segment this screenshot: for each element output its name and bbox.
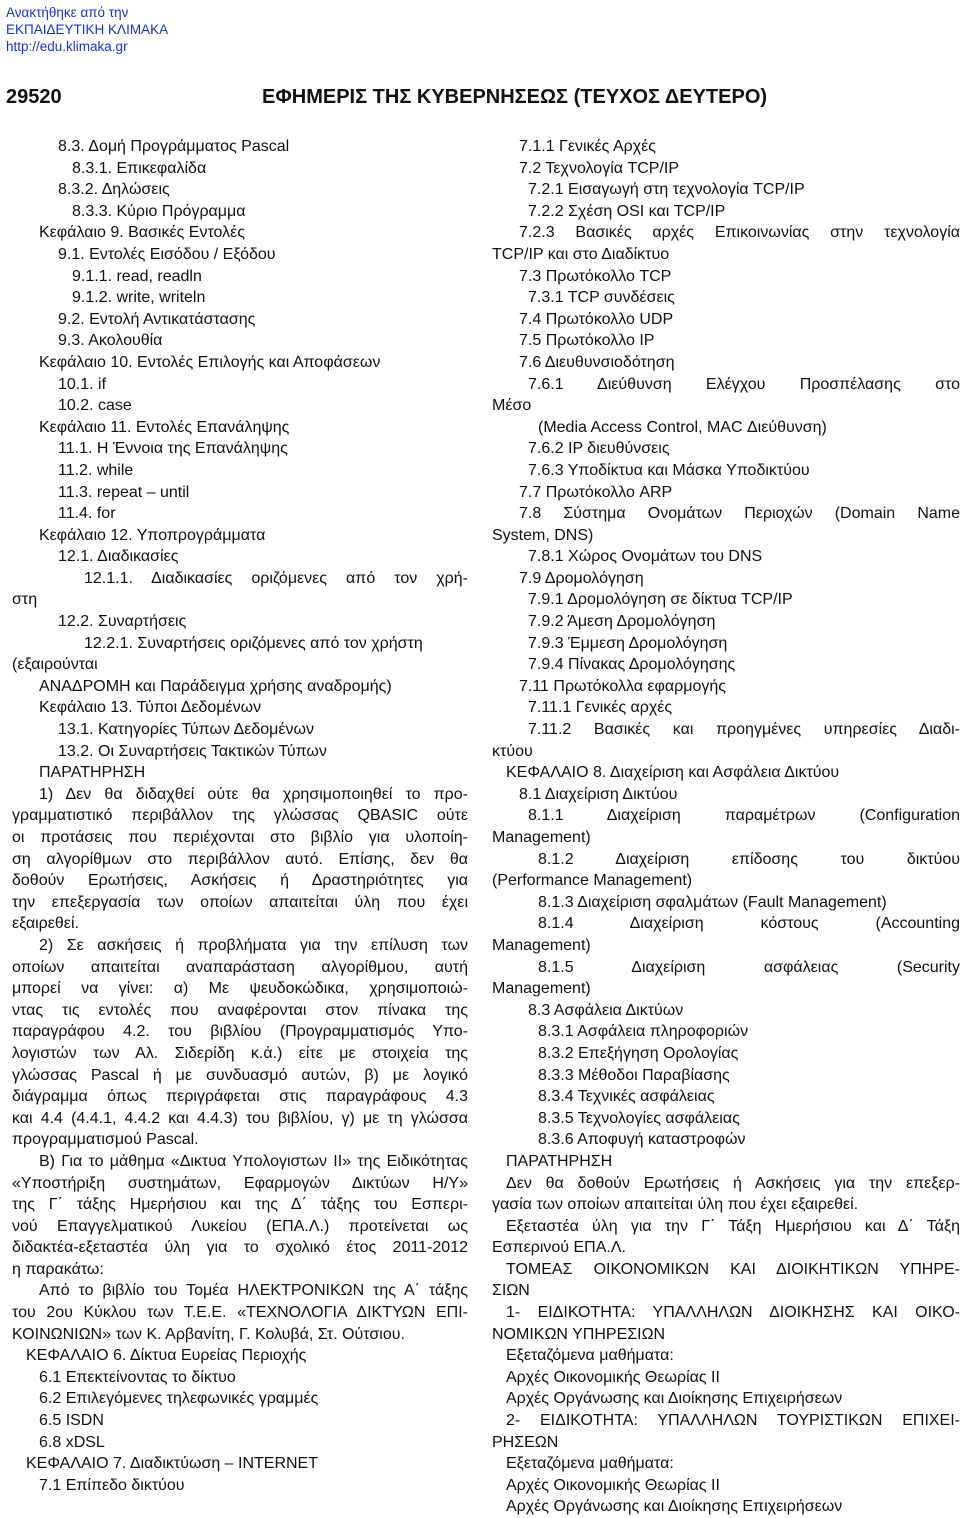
text-line: και 4.4 (4.4.1, 4.4.2 και 4.4.3) του βιβλίου, γ) με τη γλώσσα	[12, 1109, 468, 1127]
text-line: «Υποστήριξη συστημάτων, Εφαρμογών Δικτύων Η/Υ»	[12, 1174, 468, 1192]
text-line: γλώσσας Pascal ή με συνδυασμό αυτών, β) με λογικό	[12, 1066, 468, 1084]
text-line: 7.1 Επίπεδο δικτύου	[39, 1476, 185, 1494]
text-line: 8.3.1 Ασφάλεια πληροφοριών	[538, 1023, 749, 1041]
text-line: 7.6.2 IP διευθύνσεις	[528, 440, 670, 458]
text-line: 7.6.3 Υποδίκτυα και Μάσκα Υποδικτύου	[528, 461, 810, 479]
text-line: Εξεταζόμενα μαθήματα:	[506, 1347, 674, 1365]
watermark-line: Ανακτήθηκε από την	[6, 5, 129, 20]
text-line: 12.2.1. Συναρτήσεις οριζόμενες από τον χρήστη	[84, 634, 423, 652]
text-line: 13.1. Κατηγορίες Τύπων Δεδομένων	[58, 721, 314, 739]
text-line: 10.2. case	[58, 397, 132, 415]
text-line: 8.3 Ασφάλεια Δικτύων	[528, 1001, 684, 1019]
text-line: 8.3.6 Αποφυγή καταστροφών	[538, 1131, 746, 1149]
text-line: TCP/IP και στο Διαδίκτυο	[492, 245, 670, 263]
text-line: 7.8.1 Χώρος Ονομάτων του DNS	[528, 548, 763, 566]
text-line: 9.2. Εντολή Αντικατάστασης	[58, 310, 256, 328]
text-line: 8.1.2 Διαχείριση επίδοσης του δικτύου	[538, 850, 960, 868]
page-number: 29520	[6, 86, 62, 108]
text-line: ΣΙΩΝ	[492, 1282, 530, 1300]
text-line: 7.3 Πρωτόκολλο TCP	[519, 267, 672, 285]
text-line: Αρχές Οικονομικής Θεωρίας ΙΙ	[506, 1476, 720, 1494]
text-line: ΝΟΜΙΚΩΝ ΥΠΗΡΕΣΙΩΝ	[492, 1325, 666, 1343]
text-line: Εξεταζόμενα μαθήματα:	[506, 1455, 674, 1473]
text-line: Κεφάλαιο 9. Βασικές Εντολές	[39, 224, 245, 242]
text-line: Management)	[492, 936, 591, 954]
text-line: 10.1. if	[58, 375, 107, 393]
text-line: 7.8 Σύστημα Ονομάτων Περιοχών (Domain Name	[519, 505, 960, 523]
text-line: 2- ΕΙΔΙΚΟΤΗΤΑ: ΥΠΑΛΛΗΛΩΝ ΤΟΥΡΙΣΤΙΚΩΝ ΕΠΙΧΕΙ-	[506, 1412, 960, 1430]
text-line: Από το βιβλίο του Τομέα ΗΛΕΚΤΡΟΝΙΚΩΝ της Α΄ τάξης	[39, 1282, 468, 1300]
text-line: 7.1.1 Γενικές Αρχές	[519, 138, 656, 155]
text-line: την επεξεργασία των οποίων απαιτείται ύλη που έχει	[12, 893, 468, 911]
text-line: 8.3.3. Κύριο Πρόγραμμα	[72, 202, 246, 220]
text-line: 11.1. Η Έννοια της Επανάληψης	[58, 440, 288, 458]
text-line: 11.3. repeat – until	[58, 483, 190, 501]
text-line: 12.1. Διαδικασίες	[58, 548, 179, 566]
text-line: 6.8 xDSL	[39, 1433, 105, 1451]
page-header	[0, 86, 960, 112]
text-line: 8.1.1 Διαχείριση παραμέτρων (Configuration	[528, 807, 960, 825]
text-line: 7.6.1 Διεύθυνση Ελέγχου Προσπέλασης στο	[528, 375, 960, 393]
text-line: Εσπερινού ΕΠΑ.Λ.	[492, 1239, 626, 1257]
text-line: στη	[12, 591, 38, 609]
text-line: Management)	[492, 980, 591, 998]
text-line: 9.1.2. write, writeln	[72, 289, 206, 307]
text-line: Δεν θα δοθούν Ερωτήσεις ή Ασκήσεις για την επεξερ-	[506, 1174, 960, 1192]
source-watermark	[6, 4, 168, 55]
text-line: 6.1 Επεκτείνοντας το δίκτυο	[39, 1368, 236, 1386]
text-line: ΚΕΦΑΛΑΙΟ 7. Διαδικτύωση – INTERNET	[26, 1455, 318, 1473]
text-line: 7.11 Πρωτόκολλα εφαρμογής	[519, 677, 726, 695]
text-line: (Performance Management)	[492, 872, 693, 890]
text-line: 12.2. Συναρτήσεις	[58, 613, 187, 631]
text-line: 8.3.5 Τεχνολογίες ασφάλειας	[538, 1109, 740, 1127]
text-line: 7.9 Δρομολόγηση	[519, 569, 644, 587]
watermark-line: ΕΚΠΑΙΔΕΥΤΙΚΗ ΚΛΙΜΑΚΑ	[6, 22, 169, 37]
text-line: της Γ΄ τάξης Ημερήσιου και της Δ΄ τάξης του Εσπερι-	[12, 1196, 468, 1214]
text-line: Κεφάλαιο 10. Εντολές Επιλογής και Αποφάσεων	[39, 353, 381, 371]
text-line: 8.1.3 Διαχείριση σφαλμάτων (Fault Management)	[538, 893, 887, 911]
text-line: γραμματιστικό περιβάλλον της γλώσσας QBASIC ούτε	[12, 807, 468, 825]
text-line: γασία των οποίων απαιτείται ύλη που έχει εξαιρεθεί.	[492, 1196, 859, 1214]
text-line: λογιστών των Αλ. Σιδερίδη κ.ά.) είτε με στοιχεία της	[12, 1044, 468, 1062]
text-line: διδακτέα-εξεταστέα ύλη για το σχολικό έτος 2011-2012	[12, 1239, 468, 1257]
text-line: ΑΝΑΔΡΟΜΗ και Παράδειγμα χρήσης αναδρομής)	[39, 677, 392, 695]
left-column	[12, 136, 468, 1496]
text-line: 7.2.1 Εισαγωγή στη τεχνολογία TCP/IP	[528, 181, 805, 199]
text-line: κτύου	[492, 742, 533, 760]
text-line: 7.9.3 Έμμεση Δρομολόγηση	[528, 634, 728, 652]
text-line: μπορεί να γίνει: α) Με ψευδοκώδικα, χρησιμοποιώ-	[12, 980, 468, 998]
right-column	[492, 136, 960, 1518]
text-line: ση αλγορίθμων στο περιβάλλον αυτό. Επίσης, δεν θα	[12, 850, 468, 868]
text-line: ΠΑΡΑΤΗΡΗΣΗ	[506, 1152, 613, 1170]
text-line: 8.3.2 Επεξήγηση Ορολογίας	[538, 1044, 739, 1062]
text-line: οποίων απαιτείται αναπαράσταση αλγορίθμου, αυτή	[12, 958, 468, 976]
text-line: 1) Δεν θα διδαχθεί ούτε θα χρησιμοποιηθεί το προ-	[39, 785, 468, 803]
text-line: 8.3.4 Τεχνικές ασφάλειας	[538, 1088, 715, 1106]
text-line: 7.6 Διευθυνσιοδότηση	[519, 353, 675, 371]
text-line: η παρακάτω:	[12, 1260, 104, 1278]
text-line: ΚΟΙΝΩΝΙΩΝ» των Κ. Αρβανίτη, Γ. Κολυβά, Στ. Ούτσιου.	[12, 1325, 405, 1343]
text-line: ΡΗΣΕΩΝ	[492, 1433, 559, 1451]
text-line: Β) Για το μάθημα «Δικτυα Υπολογιστων ΙΙ» της Ειδικότητας	[39, 1152, 468, 1170]
text-line: ντας τις εντολές που αναφέρονται στον πίνακα της	[12, 1001, 468, 1019]
text-line: 9.1. Εντολές Εισόδου / Εξόδου	[58, 245, 276, 263]
text-line: 8.3. Δομή Προγράμματος Pascal	[58, 138, 290, 155]
text-line: 11.2. while	[58, 461, 134, 479]
text-line: 8.3.2. Δηλώσεις	[58, 181, 170, 199]
text-line: 7.7 Πρωτόκολλο ARP	[519, 483, 673, 501]
watermark-link[interactable]: http://edu.klimaka.gr	[6, 39, 128, 54]
text-line: 11.4. for	[58, 505, 116, 523]
text-line: 7.9.1 Δρομολόγηση σε δίκτυα TCP/IP	[528, 591, 793, 609]
text-line: 12.1.1. Διαδικασίες οριζόμενες από τον χρή-	[84, 569, 468, 587]
text-line: διάγραμμα όπως περιγράφεται στις παραγράφους 4.3	[12, 1088, 468, 1106]
text-line: του 2ου Κύκλου των Τ.Ε.Ε. «ΤΕΧΝΟΛΟΓΙΑ ΔΙΚΤΥΩΝ ΕΠΙ-	[12, 1304, 468, 1322]
text-line: 1- ΕΙΔΙΚΟΤΗΤΑ: ΥΠΑΛΛΗΛΩΝ ΔΙΟΙΚΗΣΗΣ ΚΑΙ ΟΙΚΟ-	[506, 1304, 960, 1322]
text-line: 8.1.5 Διαχείριση ασφάλειας (Security	[538, 958, 960, 976]
text-line: 7.3.1 TCP συνδέσεις	[528, 289, 675, 307]
text-line: δοθούν Ερωτήσεις, Ασκήσεις ή Δραστηριότητες για	[12, 872, 468, 890]
text-line: νού Επαγγελματικού Λυκείου (ΕΠΑ.Λ.) προτείνεται ως	[12, 1217, 468, 1235]
text-line: Management)	[492, 829, 591, 846]
text-line: 9.3. Ακολουθία	[58, 332, 163, 350]
text-line: Εξεταστέα ύλη για την Γ΄ Τάξη Ημερήσιου και Δ΄ Τάξη	[506, 1217, 960, 1235]
text-line: 6.5 ISDN	[39, 1412, 104, 1430]
text-line: System, DNS)	[492, 526, 594, 544]
text-line: 7.5 Πρωτόκολλο IP	[519, 332, 655, 350]
text-line: Αρχές Οικονομικής Θεωρίας ΙΙ	[506, 1368, 720, 1386]
text-line: 7.2 Τεχνολογία TCP/IP	[519, 159, 680, 177]
text-line: 9.1.1. read, readln	[72, 267, 202, 285]
text-line: 7.11.2 Βασικές και προηγμένες υπηρεσίες Διαδι-	[528, 721, 960, 739]
gazette-title: ΕΦΗΜΕΡΙΣ ΤΗΣ ΚΥΒΕΡΝΗΣΕΩΣ (ΤΕΥΧΟΣ ΔΕΥΤΕΡΟ)	[262, 86, 768, 108]
text-line: ΤΟΜΕΑΣ ΟΙΚΟΝΟΜΙΚΩΝ ΚΑΙ ΔΙΟΙΚΗΤΙΚΩΝ ΥΠΗΡΕ-	[506, 1260, 960, 1278]
text-line: προγραμματισμού Pascal.	[12, 1131, 199, 1149]
text-line: 7.11.1 Γενικές αρχές	[528, 699, 673, 717]
text-line: 2) Σε ασκήσεις ή προβλήματα για την επίλυση των	[39, 936, 468, 954]
text-line: 8.3.1. Επικεφαλίδα	[72, 159, 207, 177]
text-line: 7.4 Πρωτόκολλο UDP	[519, 310, 674, 328]
text-line: 13.2. Οι Συναρτήσεις Τακτικών Τύπων	[58, 742, 327, 760]
text-line: εξαιρεθεί.	[12, 915, 79, 933]
text-line: Κεφάλαιο 11. Εντολές Επανάληψης	[39, 418, 290, 436]
text-line: 6.2 Επιλεγόμενες τηλεφωνικές γραμμές	[39, 1390, 319, 1408]
text-line: 7.9.4 Πίνακας Δρομολόγησης	[528, 656, 736, 674]
text-line: Μέσο	[492, 397, 532, 415]
text-line: ΚΕΦΑΛΑΙΟ 6. Δίκτυα Ευρείας Περιοχής	[26, 1347, 307, 1365]
text-line: 7.2.3 Βασικές αρχές Επικοινωνίας στην τεχνολογία	[519, 224, 960, 242]
text-line: 8.1 Διαχείριση Δικτύου	[519, 785, 678, 803]
text-line: οι προτάσεις που περιέχονται στο βιβλίο για υλοποίη-	[12, 829, 468, 846]
text-line: Κεφάλαιο 13. Τύποι Δεδομένων	[39, 699, 262, 717]
text-line: ΚΕΦΑΛΑΙΟ 8. Διαχείριση και Ασφάλεια Δικτύου	[506, 764, 840, 782]
text-line: 8.3.3 Μέθοδοι Παραβίασης	[538, 1066, 730, 1084]
text-line: παραγράφου 4.2. του βιβλίου (Προγραμματισμός Υπο-	[12, 1023, 468, 1041]
text-line: 7.9.2 Άμεση Δρομολόγηση	[528, 613, 716, 631]
text-line: 8.1.4 Διαχείριση κόστους (Accounting	[538, 915, 960, 933]
text-line: 7.2.2 Σχέση OSI και TCP/IP	[528, 202, 726, 220]
text-line: Κεφάλαιο 12. Υποπρογράμματα	[39, 526, 266, 544]
text-line: Αρχές Οργάνωσης και Διοίκησης Επιχειρήσεων	[506, 1390, 843, 1408]
text-line: (εξαιρούνται	[12, 656, 98, 674]
text-line: Αρχές Οργάνωσης και Διοίκησης Επιχειρήσεων	[506, 1498, 843, 1516]
text-line: ΠΑΡΑΤΗΡΗΣΗ	[39, 764, 146, 782]
text-line: (Media Access Control, MAC Διεύθυνση)	[538, 418, 827, 436]
